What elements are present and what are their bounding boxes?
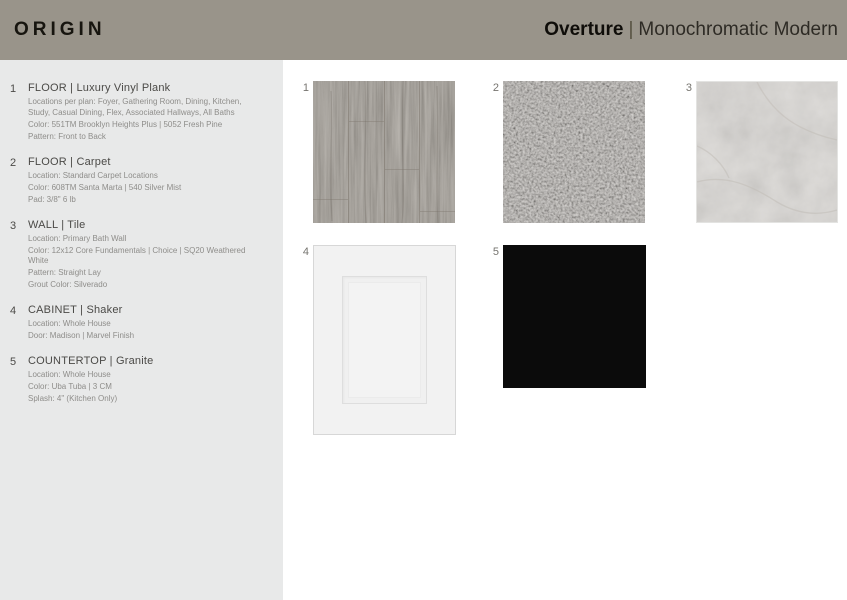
spec-item-detail: Color: 12x12 Core Fundamentals | Choice | SQ20 Weathered White bbox=[28, 245, 246, 265]
spec-item-countertop bbox=[10, 355, 265, 406]
swatch-granite-image bbox=[503, 245, 646, 388]
spec-item-detail: Grout Color: Silverado bbox=[28, 280, 108, 289]
spec-item-detail: Location: Whole House bbox=[28, 370, 111, 379]
spec-item-number: 4 bbox=[10, 305, 17, 317]
spec-item-detail: Color: Uba Tuba | 3 CM bbox=[28, 382, 112, 391]
brand-logo: ORIGIN bbox=[14, 19, 106, 40]
spec-item-title: CABINET | Shaker bbox=[28, 304, 123, 316]
cabinet-door-frame bbox=[313, 245, 456, 435]
swatch-board bbox=[283, 60, 847, 600]
swatch-number: 3 bbox=[685, 82, 692, 94]
swatch-number: 2 bbox=[492, 82, 499, 94]
swatch-unit-granite bbox=[492, 245, 646, 388]
cabinet-door-panel-field bbox=[348, 282, 421, 398]
spec-item-detail: Color: 551TM Brooklyn Heights Plus | 5052 Fresh Pine bbox=[28, 119, 223, 129]
spec-item-title: WALL | Tile bbox=[28, 218, 86, 231]
title-separator: | bbox=[628, 19, 634, 40]
spec-item-detail: Locations per plan: Foyer, Gathering Room, Dining, Kitchen, Study, Casual Dining, Flex, Associated Hallways, All Baths bbox=[28, 97, 242, 117]
spec-item-detail: Pattern: Front to Back bbox=[28, 131, 106, 141]
spec-item-detail: Location: Standard Carpet Locations bbox=[28, 170, 158, 180]
spec-item-detail: Door: Madison | Marvel Finish bbox=[28, 331, 135, 340]
spec-item-floor-carpet bbox=[10, 156, 265, 207]
swatch-wall-tile-image bbox=[696, 81, 838, 223]
swatch-number: 5 bbox=[492, 246, 499, 258]
spec-item-detail: Pattern: Straight Lay bbox=[28, 268, 101, 277]
spec-item-number: 1 bbox=[10, 83, 17, 95]
swatch-number: 1 bbox=[302, 82, 309, 94]
spec-item-detail: Location: Whole House bbox=[28, 319, 111, 328]
swatch-number: 4 bbox=[302, 246, 309, 258]
header-bar bbox=[0, 0, 847, 60]
board-title bbox=[544, 19, 838, 41]
spec-item-title: FLOOR | Carpet bbox=[28, 155, 111, 168]
swatch-cabinet-door-image bbox=[313, 245, 456, 435]
palette-name: Monochromatic Modern bbox=[638, 19, 838, 40]
spec-item-number: 3 bbox=[10, 219, 17, 232]
swatch-unit-carpet bbox=[492, 81, 645, 223]
spec-item-floor-lvp bbox=[10, 82, 265, 144]
cabinet-door-panel bbox=[342, 276, 427, 404]
swatch-unit-wall-tile bbox=[685, 81, 838, 223]
spec-item-detail: Location: Primary Bath Wall bbox=[28, 233, 127, 243]
spec-item-cabinet bbox=[10, 304, 265, 343]
spec-item-detail: Splash: 4" (Kitchen Only) bbox=[28, 394, 118, 403]
spec-item-detail: Pad: 3/8" 6 lb bbox=[28, 194, 76, 204]
spec-sidebar bbox=[0, 60, 283, 600]
swatch-unit-cabinet-door bbox=[302, 245, 456, 435]
spec-item-wall-tile bbox=[10, 219, 265, 293]
spec-item-title: COUNTERTOP | Granite bbox=[28, 355, 154, 367]
spec-item-number: 5 bbox=[10, 356, 17, 368]
swatch-unit-vinyl-plank bbox=[302, 81, 455, 223]
spec-item-number: 2 bbox=[10, 156, 17, 169]
collection-name: Overture bbox=[544, 19, 624, 40]
spec-item-title: FLOOR | Luxury Vinyl Plank bbox=[28, 82, 171, 94]
spec-item-detail: Color: 608TM Santa Marta | 540 Silver Mist bbox=[28, 182, 182, 192]
swatch-carpet-image bbox=[503, 81, 645, 223]
swatch-vinyl-plank-image bbox=[313, 81, 455, 223]
